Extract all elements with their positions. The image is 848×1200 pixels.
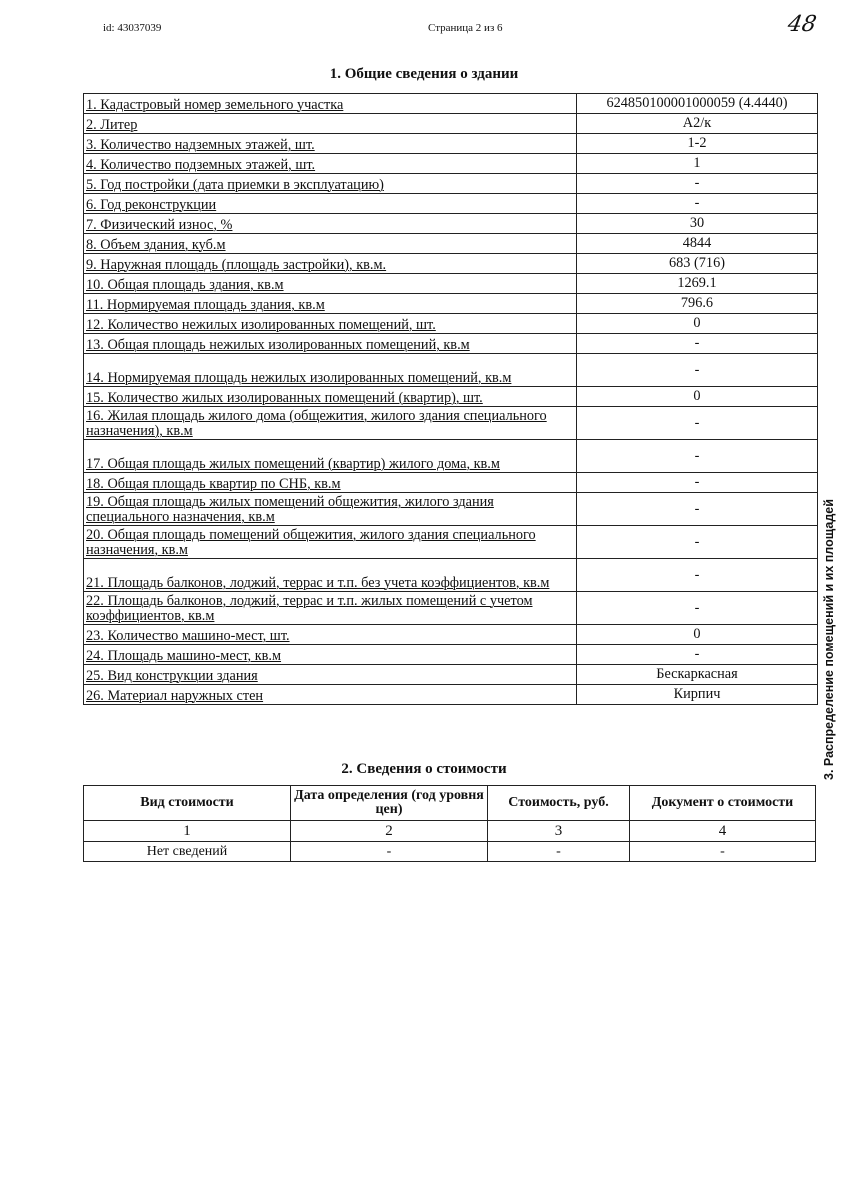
- info-row: [84, 473, 818, 493]
- info-row: [84, 645, 818, 665]
- info-value: 1-2: [577, 134, 818, 154]
- info-row: [84, 314, 818, 334]
- info-row: [84, 274, 818, 294]
- info-label: 22. Площадь балконов, лоджий, террас и т.п. жилых помещений с учетом коэффициентов, кв.м: [84, 592, 577, 625]
- document-value: -: [630, 842, 816, 862]
- info-label: 16. Жилая площадь жилого дома (общежития, жилого здания специального назначения), кв.м: [84, 407, 577, 440]
- col-number: 1: [84, 821, 291, 842]
- info-value: 0: [577, 314, 818, 334]
- info-value: -: [577, 440, 818, 473]
- info-label: 24. Площадь машино-мест, кв.м: [84, 645, 577, 665]
- info-label: 26. Материал наружных стен: [84, 685, 577, 705]
- info-value: -: [577, 592, 818, 625]
- info-row: [84, 154, 818, 174]
- info-row: [84, 174, 818, 194]
- cost-table: [83, 785, 816, 862]
- header-cost-type: Вид стоимости: [84, 786, 291, 821]
- info-label: 7. Физический износ, %: [84, 214, 577, 234]
- header-cost: Стоимость, руб.: [488, 786, 630, 821]
- cost-table-number-row: [84, 821, 816, 842]
- info-value: -: [577, 334, 818, 354]
- info-label: 12. Количество нежилых изолированных помещений, шт.: [84, 314, 577, 334]
- info-label: 13. Общая площадь нежилых изолированных помещений, кв.м: [84, 334, 577, 354]
- section1-title: 1. Общие сведения о здании: [329, 66, 519, 82]
- info-value: 0: [577, 625, 818, 645]
- cost-value: -: [488, 842, 630, 862]
- info-row: [84, 114, 818, 134]
- info-row: [84, 94, 818, 114]
- info-label: 21. Площадь балконов, лоджий, террас и т.п. без учета коэффициентов, кв.м: [84, 559, 577, 592]
- info-row: [84, 407, 818, 440]
- info-label: 23. Количество машино-мест, шт.: [84, 625, 577, 645]
- info-label: 10. Общая площадь здания, кв.м: [84, 274, 577, 294]
- info-value: -: [577, 493, 818, 526]
- info-row: [84, 665, 818, 685]
- info-row: [84, 354, 818, 387]
- info-label: 25. Вид конструкции здания: [84, 665, 577, 685]
- info-value: -: [577, 407, 818, 440]
- info-value: 0: [577, 387, 818, 407]
- info-label: 15. Количество жилых изолированных помещений (квартир), шт.: [84, 387, 577, 407]
- col-number: 2: [291, 821, 488, 842]
- info-value: -: [577, 473, 818, 493]
- handwritten-page-number: 48: [785, 12, 819, 37]
- info-row: [84, 526, 818, 559]
- info-label: 11. Нормируемая площадь здания, кв.м: [84, 294, 577, 314]
- date-value: -: [291, 842, 488, 862]
- info-value: 30: [577, 214, 818, 234]
- info-label: 2. Литер: [84, 114, 577, 134]
- info-row: [84, 592, 818, 625]
- info-label: 5. Год постройки (дата приемки в эксплуатацию): [84, 174, 577, 194]
- info-label: 1. Кадастровый номер земельного участка: [84, 94, 577, 114]
- section2-title: 2. Сведения о стоимости: [341, 761, 507, 777]
- info-row: [84, 134, 818, 154]
- info-row: [84, 559, 818, 592]
- info-value: -: [577, 559, 818, 592]
- info-value: 624850100001000059 (4.4440): [577, 94, 818, 114]
- info-value: -: [577, 354, 818, 387]
- col-number: 4: [630, 821, 816, 842]
- info-label: 9. Наружная площадь (площадь застройки), кв.м.: [84, 254, 577, 274]
- info-row: [84, 194, 818, 214]
- info-row: [84, 685, 818, 705]
- info-row: [84, 440, 818, 473]
- info-value: -: [577, 174, 818, 194]
- col-number: 3: [488, 821, 630, 842]
- building-info-table: [83, 93, 818, 705]
- info-row: [84, 387, 818, 407]
- side-section-title: 3. Распределение помещений и их площадей: [822, 499, 836, 780]
- info-row: [84, 254, 818, 274]
- info-label: 4. Количество подземных этажей, шт.: [84, 154, 577, 174]
- info-row: [84, 493, 818, 526]
- info-value: 796.6: [577, 294, 818, 314]
- info-label: 8. Объем здания, куб.м: [84, 234, 577, 254]
- info-value: 1269.1: [577, 274, 818, 294]
- info-row: [84, 625, 818, 645]
- info-label: 6. Год реконструкции: [84, 194, 577, 214]
- info-value: 1: [577, 154, 818, 174]
- info-label: 18. Общая площадь квартир по СНБ, кв.м: [84, 473, 577, 493]
- info-label: 14. Нормируемая площадь нежилых изолированных помещений, кв.м: [84, 354, 577, 387]
- cost-type-value: Нет сведений: [84, 842, 291, 862]
- info-row: [84, 234, 818, 254]
- header-date: Дата определения (год уровня цен): [291, 786, 488, 821]
- cost-table-row: [84, 842, 816, 862]
- document-id: id: 43037039: [103, 22, 162, 34]
- info-label: 17. Общая площадь жилых помещений (квартир) жилого дома, кв.м: [84, 440, 577, 473]
- info-row: [84, 294, 818, 314]
- info-label: 19. Общая площадь жилых помещений общежития, жилого здания специального назначения, кв.м: [84, 493, 577, 526]
- info-row: [84, 334, 818, 354]
- info-value: Кирпич: [577, 685, 818, 705]
- cost-table-header-row: [84, 786, 816, 821]
- info-value: А2/к: [577, 114, 818, 134]
- info-label: 3. Количество надземных этажей, шт.: [84, 134, 577, 154]
- info-value: -: [577, 645, 818, 665]
- info-value: -: [577, 526, 818, 559]
- page-number: Страница 2 из 6: [428, 22, 503, 34]
- info-value: 4844: [577, 234, 818, 254]
- info-label: 20. Общая площадь помещений общежития, жилого здания специального назначения, кв.м: [84, 526, 577, 559]
- info-value: 683 (716): [577, 254, 818, 274]
- header-document: Документ о стоимости: [630, 786, 816, 821]
- info-value: -: [577, 194, 818, 214]
- info-row: [84, 214, 818, 234]
- info-value: Бескаркасная: [577, 665, 818, 685]
